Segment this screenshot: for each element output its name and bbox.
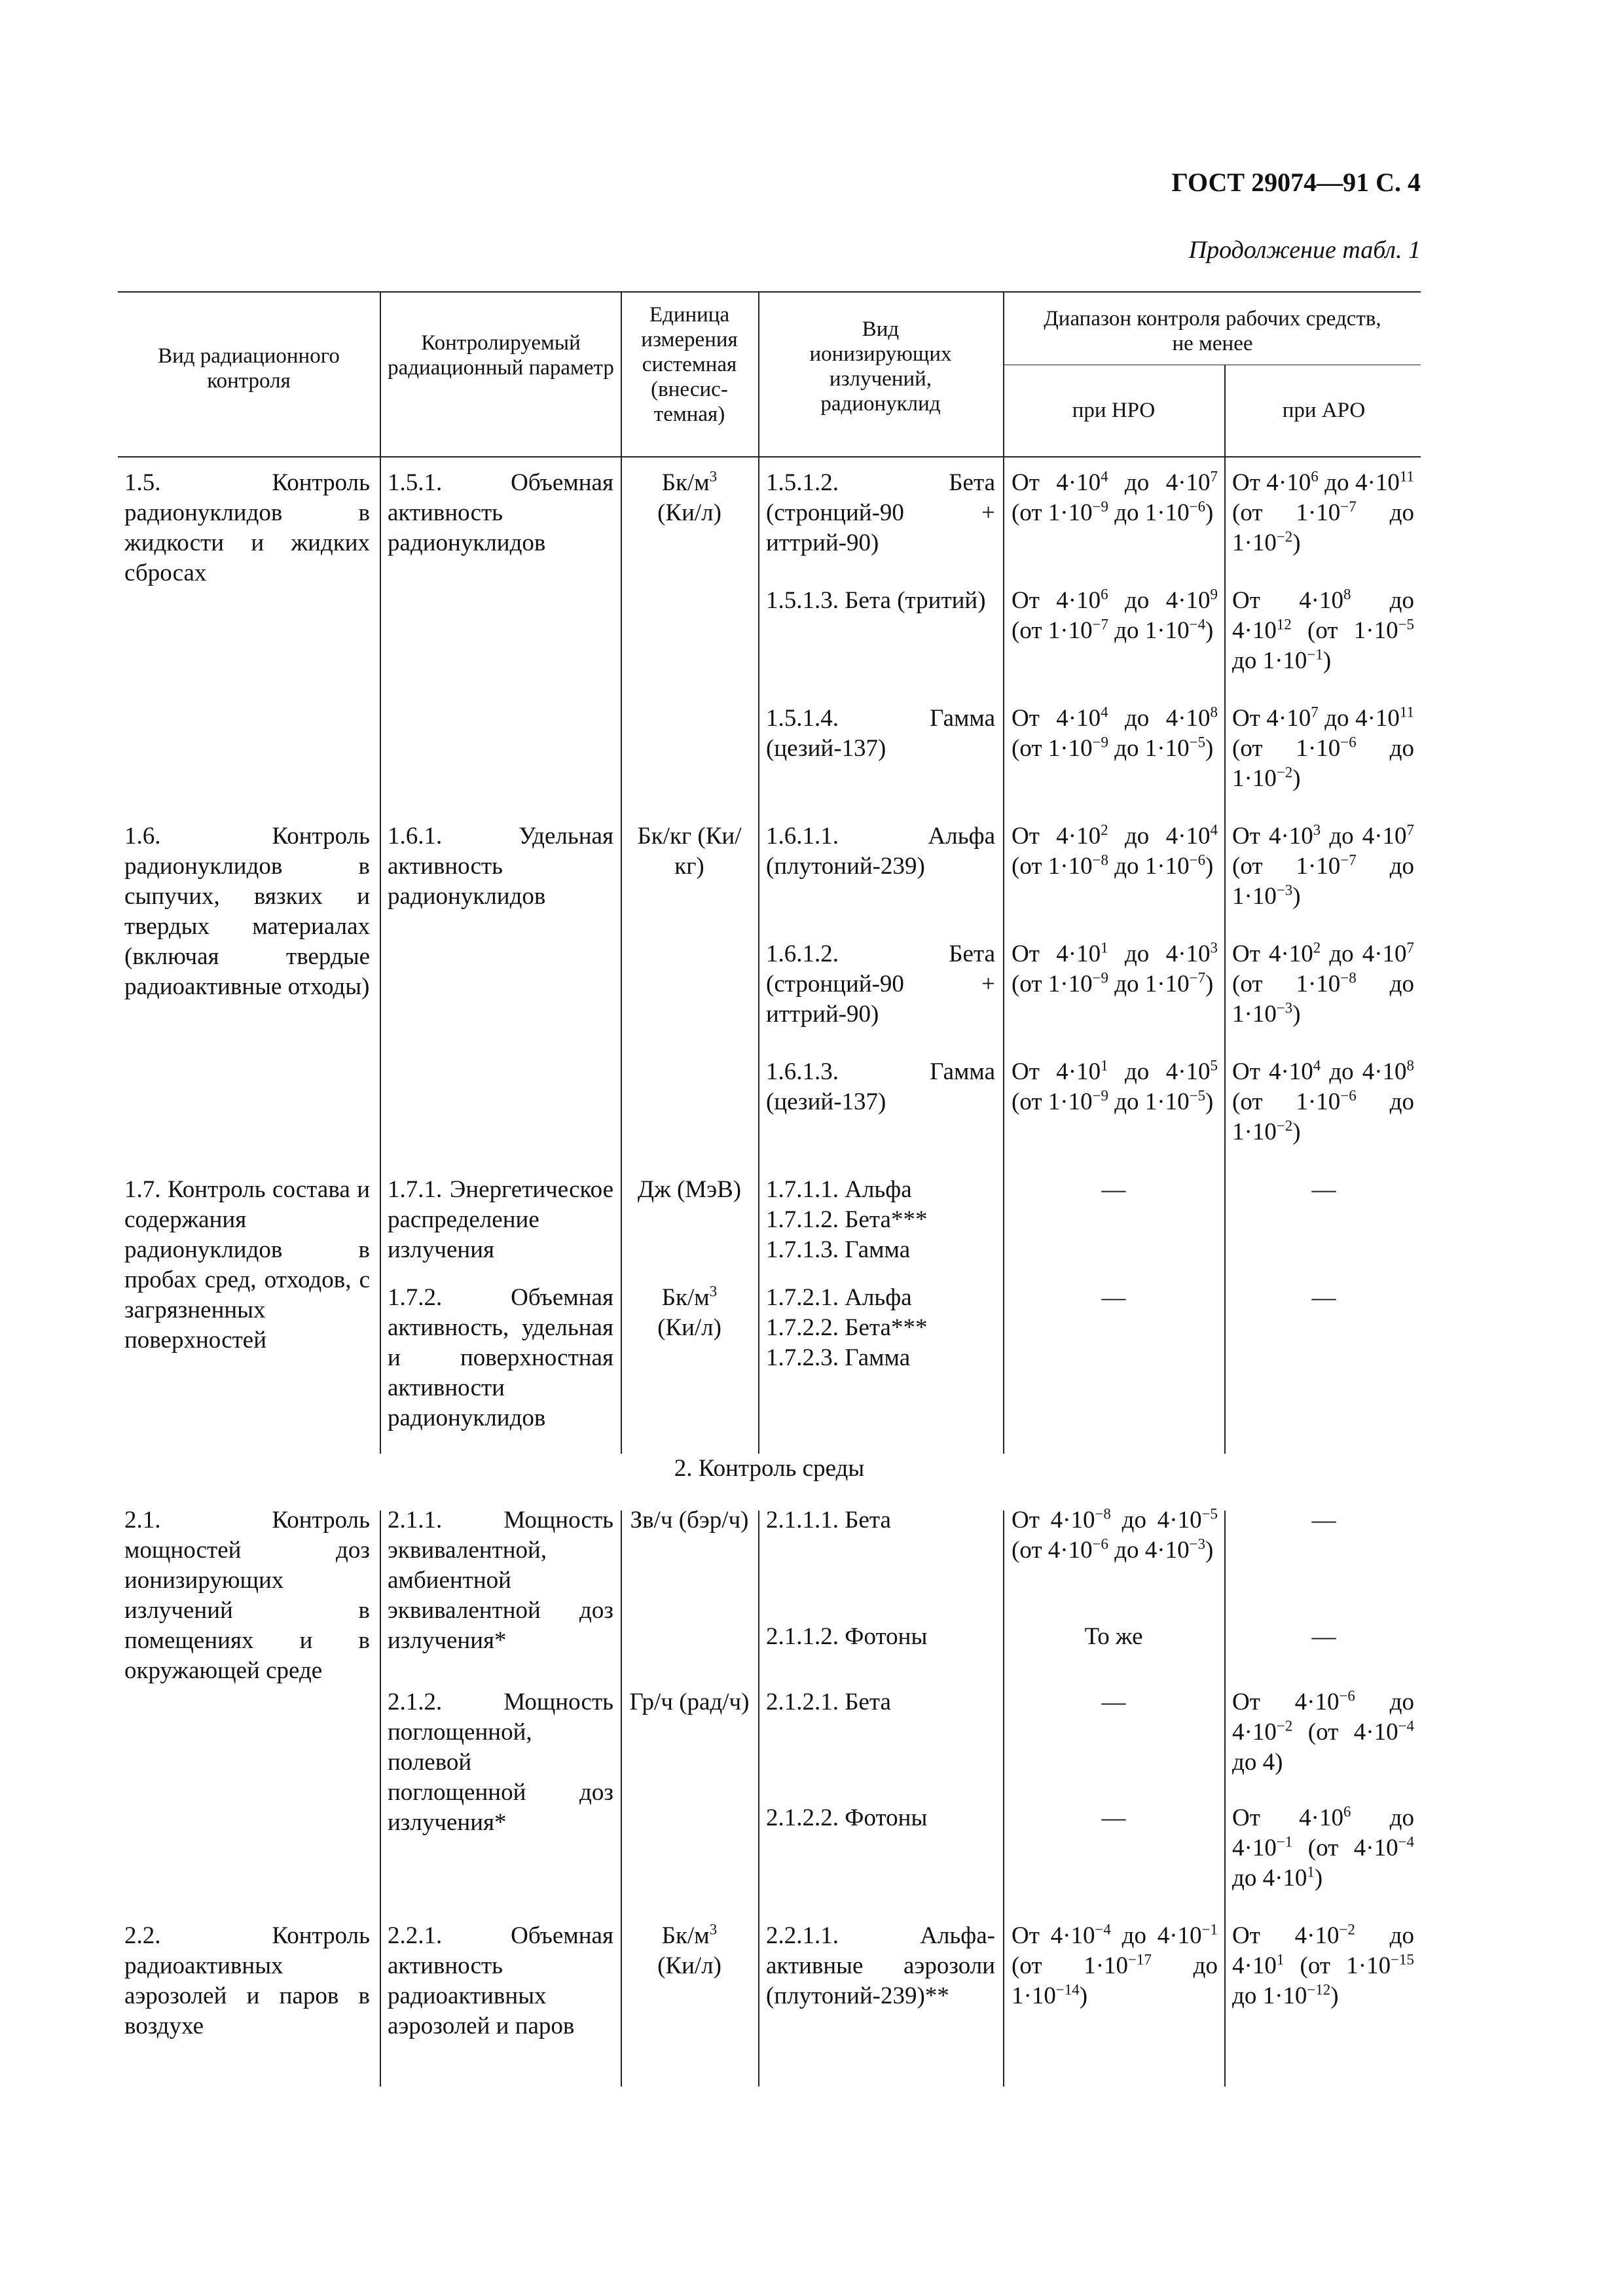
column-divider-5	[1224, 365, 1226, 1454]
header-unit: Единица измерения системная (внесис- темная)	[641, 303, 738, 426]
row-1-5-1-4-aro: От $4\cdot 10^7$ до $4\cdot 10^{11}$ (от $1\cdot 10^{-6}$ до $1\cdot 10^{-2}$)	[1232, 704, 1414, 792]
row-1-7-2-unit	[623, 1283, 756, 1343]
row-2-1-control-type: 2.1. Контроль мощностей доз ионизирующих излучений в помещениях и в окружающей среде	[124, 1507, 370, 1684]
row-2-1-1-1-kind: 2.1.1.1. Бета	[766, 1507, 891, 1534]
row-2-1-1-parameter: 2.1.1. Мощность эквивалентной, амбиентной эквивалентной доз излучения*	[388, 1507, 613, 1654]
row-1-5-1-2-kind: 1.5.1.2. Бета (стронций-90 + иттрий-90)	[766, 469, 995, 556]
row-2-1-2-1-kind: 2.1.2.1. Бета	[766, 1689, 891, 1715]
row-1-5-1-parameter: 1.5.1. Объемная активность радионуклидов	[388, 469, 613, 556]
row-1-5-control-type: 1.5. Контроль радионуклидов в жидкости и жидких сбросах	[124, 469, 370, 586]
row-2-1-1-2-aro: —	[1311, 1623, 1336, 1650]
unit-bq-m3: $Бк/м^3$	[661, 1283, 718, 1311]
row-1-5-1-3-aro: От $4\cdot 10^8$ до $4\cdot 10^{12}$ (от $1\cdot 10^{-5}$ до $1\cdot 10^{-1}$)	[1232, 586, 1414, 674]
unit-ci-l: (Ки/л)	[657, 499, 721, 526]
row-1-5-1-unit	[623, 468, 756, 528]
column-divider-3	[758, 291, 759, 1454]
row-1-6-1-2-aro: От $4\cdot 10^2$ до $4\cdot 10^7$ (от $1\cdot 10^{-8}$ до $1\cdot 10^{-3}$)	[1232, 939, 1414, 1028]
row-2-1-2-2-kind: 2.1.2.2. Фотоны	[766, 1804, 928, 1831]
header-nro: при НРО	[1072, 399, 1156, 422]
row-2-2-control-type: 2.2. Контроль радиоактивных аэрозолей и паров в воздухе	[124, 1922, 370, 2039]
header-radiation-kind: Вид ионизирующих излучений, радионуклид	[809, 317, 952, 416]
row-2-2-1-1-kind: 2.2.1.1. Альфа-активные аэрозоли (плутоний-239)**	[766, 1922, 995, 2009]
unit-ci-l: (Ки/л)	[657, 1314, 721, 1341]
row-1-6-1-1-aro: От $4\cdot 10^3$ до $4\cdot 10^7$ (от $1\cdot 10^{-7}$ до $1\cdot 10^{-3}$)	[1232, 821, 1414, 910]
column-divider-1-sec2	[380, 1511, 381, 2087]
column-divider-5-sec2	[1224, 1511, 1226, 2087]
row-2-1-2-2-aro: От $4\cdot 10^6$ до $4\cdot 10^{-1}$ (от $4\cdot 10^{-4}$ до $4\cdot 10^1$)	[1232, 1803, 1414, 1892]
row-2-1-1-1-aro: —	[1311, 1507, 1336, 1534]
row-2-1-1-1-nro: От $4\cdot 10^{-8}$ до $4\cdot 10^{-5}$ (от $4\cdot 10^{-6}$ до $4\cdot 10^{-3}$)	[1012, 1505, 1218, 1564]
row-1-7-1-nro: —	[1101, 1176, 1126, 1203]
row-1-6-1-1-kind: 1.6.1.1. Альфа (плутоний-239)	[766, 823, 995, 880]
section-2-title: 2. Контроль среды	[674, 1455, 865, 1482]
column-divider-2-sec2	[621, 1511, 622, 2087]
row-1-6-1-2-kind: 1.6.1.2. Бета (стронций-90 + иттрий-90)	[766, 941, 995, 1028]
row-1-7-1-aro: —	[1311, 1176, 1336, 1203]
row-1-6-1-unit: Бк/кг (Ки/кг)	[637, 823, 742, 880]
row-1-7-2-parameter: 1.7.2. Объемная активность, удельная и поверхностная активности радионуклидов	[388, 1284, 613, 1431]
row-1-6-1-3-aro: От $4\cdot 10^4$ до $4\cdot 10^8$ (от $1\cdot 10^{-6}$ до $1\cdot 10^{-2}$)	[1232, 1057, 1414, 1145]
row-1-7-2-kinds: 1.7.2.1. Альфа 1.7.2.2. Бета*** 1.7.2.3. Гамма	[766, 1284, 928, 1371]
row-1-7-2-nro: —	[1101, 1284, 1126, 1311]
row-1-5-1-2-aro: От $4\cdot 10^6$ до $4\cdot 10^{11}$ (от $1\cdot 10^{-7}$ до $1\cdot 10^{-2}$)	[1232, 468, 1414, 556]
row-1-6-1-parameter: 1.6.1. Удельная активность радионуклидов	[388, 823, 613, 910]
header-control-type: Вид радиационного контроля	[158, 344, 340, 393]
column-divider-4-sec2	[1003, 1511, 1004, 2087]
row-1-7-1-parameter: 1.7.1. Энергетическое распределение излучения	[388, 1176, 613, 1263]
header-aro: при АРО	[1282, 399, 1366, 422]
row-1-5-1-3-kind: 1.5.1.3. Бета (тритий)	[766, 587, 986, 614]
row-1-7-1-unit: Дж (МэВ)	[637, 1176, 742, 1203]
row-2-1-1-2-kind: 2.1.1.2. Фотоны	[766, 1623, 928, 1650]
unit-ci-l: (Ки/л)	[657, 1952, 721, 1979]
row-2-1-2-1-nro: —	[1101, 1689, 1126, 1715]
column-divider-1	[380, 291, 381, 1454]
table-caption: Продолжение табл. 1	[1188, 236, 1421, 264]
row-1-6-1-2-nro: От $4\cdot 10^1$ до $4\cdot 10^3$ (от $1\cdot 10^{-9}$ до $1\cdot 10^{-7}$)	[1012, 939, 1218, 997]
unit-bq-m3: $Бк/м^3$	[661, 1921, 718, 1949]
column-divider-4	[1003, 291, 1004, 1454]
column-divider-2	[621, 291, 622, 1454]
page-header: ГОСТ 29074—91 С. 4	[1171, 168, 1421, 197]
row-1-6-1-3-nro: От $4\cdot 10^1$ до $4\cdot 10^5$ (от $1\cdot 10^{-9}$ до $1\cdot 10^{-5}$)	[1012, 1057, 1218, 1115]
row-2-1-2-2-nro: —	[1101, 1804, 1126, 1831]
row-1-5-1-4-nro: От $4\cdot 10^4$ до $4\cdot 10^8$ (от $1\cdot 10^{-9}$ до $1\cdot 10^{-5}$)	[1012, 704, 1218, 762]
row-1-5-1-3-nro: От $4\cdot 10^6$ до $4\cdot 10^9$ (от $1\cdot 10^{-7}$ до $1\cdot 10^{-4}$)	[1012, 586, 1218, 644]
column-divider-3-sec2	[758, 1511, 759, 2087]
header-range-group: Диапазон контроля рабочих средств, не менее	[1044, 307, 1381, 355]
row-1-6-1-3-kind: 1.6.1.3. Гамма (цезий-137)	[766, 1058, 995, 1115]
row-2-1-1-2-nro: То же	[1084, 1623, 1143, 1650]
row-1-5-1-2-nro: От $4\cdot 10^4$ до $4\cdot 10^7$ (от $1\cdot 10^{-9}$ до $1\cdot 10^{-6}$)	[1012, 468, 1218, 526]
row-1-6-control-type: 1.6. Контроль радионуклидов в сыпучих, вязких и твердых материалах (включая твердые радиоактивные отходы)	[124, 823, 370, 1000]
row-1-6-1-1-nro: От $4\cdot 10^2$ до $4\cdot 10^4$ (от $1\cdot 10^{-8}$ до $1\cdot 10^{-6}$)	[1012, 821, 1218, 880]
row-1-5-1-4-kind: 1.5.1.4. Гамма (цезий-137)	[766, 705, 995, 762]
unit-bq-m3: $Бк/м^3$	[661, 468, 718, 496]
row-2-1-2-1-aro: От $4\cdot 10^{-6}$ до $4\cdot 10^{-2}$ (от $4\cdot 10^{-4}$ до 4)	[1232, 1687, 1414, 1776]
header-parameter: Контролируемый радиационный параметр	[388, 331, 614, 380]
row-2-2-1-parameter: 2.2.1. Объемная активность радиоактивных аэрозолей и паров	[388, 1922, 613, 2039]
row-2-2-1-1-nro: От $4\cdot 10^{-4}$ до $4\cdot 10^{-1}$ (от $1\cdot 10^{-17}$ до $1\cdot 10^{-14}$)	[1012, 1921, 1218, 2009]
row-2-1-2-parameter: 2.1.2. Мощность поглощенной, полевой поглощенной доз излучения*	[388, 1689, 613, 1836]
row-2-1-1-unit: Зв/ч (бэр/ч)	[630, 1507, 749, 1534]
table-top-rule	[118, 291, 1421, 293]
row-1-7-2-aro: —	[1311, 1284, 1336, 1311]
row-2-2-1-unit	[623, 1921, 756, 1981]
row-1-7-1-kinds: 1.7.1.1. Альфа 1.7.1.2. Бета*** 1.7.1.3. Гамма	[766, 1176, 928, 1263]
row-1-7-control-type: 1.7. Контроль состава и содержания радионуклидов в пробах сред, отходов, с загрязненных поверхностей	[124, 1176, 370, 1354]
row-2-1-2-unit: Гр/ч (рад/ч)	[629, 1689, 750, 1715]
row-2-2-1-1-aro: От $4\cdot 10^{-2}$ до $4\cdot 10^1$ (от $1\cdot 10^{-15}$ до $1\cdot 10^{-12}$)	[1232, 1921, 1414, 2009]
